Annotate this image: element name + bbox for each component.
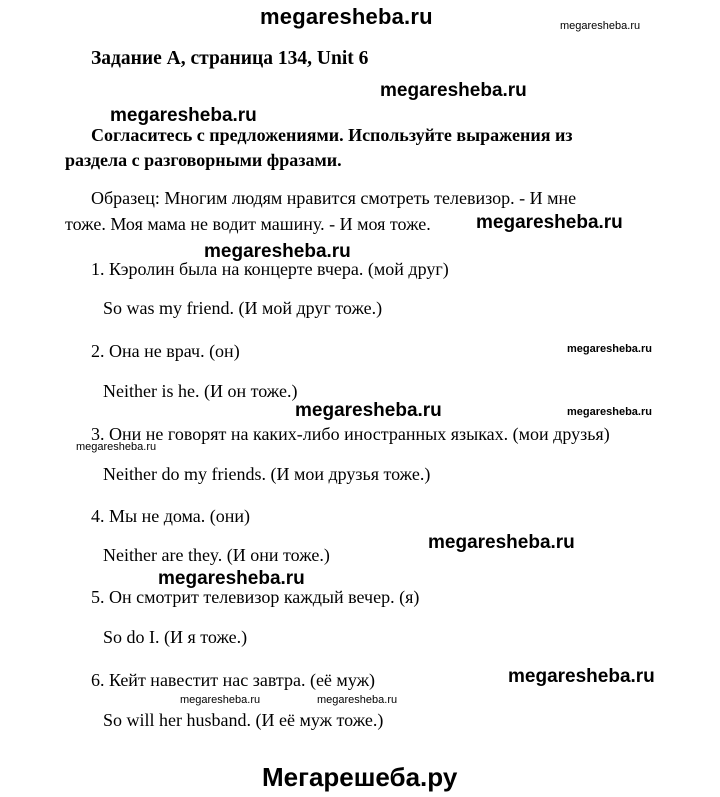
watermark: megaresheba.ru — [428, 532, 575, 553]
watermark: megaresheba.ru — [158, 568, 305, 589]
watermark: megaresheba.ru — [317, 694, 398, 706]
item-question: 6. Кейт навестит нас завтра. (её муж) — [91, 670, 376, 690]
header-site-link[interactable]: megaresheba.ru — [260, 4, 433, 29]
example-line-2: тоже. Моя мама не водит машину. - И моя тоже. — [65, 214, 431, 234]
page-title: Задание A, страница 134, Unit 6 — [91, 48, 369, 69]
watermark: megaresheba.ru — [180, 694, 261, 706]
instruction-line-1: Согласитесь с предложениями. Используйте выражения из — [91, 125, 573, 145]
watermark: megaresheba.ru — [560, 20, 641, 32]
watermark: megaresheba.ru — [476, 212, 623, 233]
item-question: 4. Мы не дома. (они) — [91, 506, 251, 526]
watermark: megaresheba.ru — [110, 105, 257, 126]
footer-site-link[interactable]: Мегарешеба.ру — [262, 762, 458, 792]
item-answer: Neither is he. (И он тоже.) — [103, 381, 298, 401]
watermark: megaresheba.ru — [508, 666, 655, 687]
item-answer: So was my friend. (И мой друг тоже.) — [103, 298, 383, 318]
example-line-1: Образец: Многим людям нравится смотреть телевизор. - И мне — [91, 188, 577, 208]
item-answer: So will her husband. (И её муж тоже.) — [103, 710, 384, 730]
watermark: megaresheba.ru — [76, 441, 157, 453]
watermark: megaresheba.ru — [567, 343, 652, 355]
item-question: 2. Она не врач. (он) — [91, 341, 240, 361]
item-question: 1. Кэролин была на концерте вчера. (мой друг) — [91, 259, 449, 279]
instruction-line-2: раздела с разговорными фразами. — [65, 150, 342, 170]
item-answer: Neither are they. (И они тоже.) — [103, 545, 330, 565]
watermark: megaresheba.ru — [204, 241, 351, 262]
watermark: megaresheba.ru — [567, 406, 652, 418]
item-answer: So do I. (И я тоже.) — [103, 627, 248, 647]
watermark: megaresheba.ru — [380, 80, 527, 101]
watermark: megaresheba.ru — [295, 400, 442, 421]
item-answer: Neither do my friends. (И мои друзья тоже.) — [103, 464, 431, 484]
item-question: 5. Он смотрит телевизор каждый вечер. (я) — [91, 587, 420, 607]
item-question: 3. Они не говорят на каких-либо иностранных языках. (мои друзья) — [91, 424, 610, 444]
